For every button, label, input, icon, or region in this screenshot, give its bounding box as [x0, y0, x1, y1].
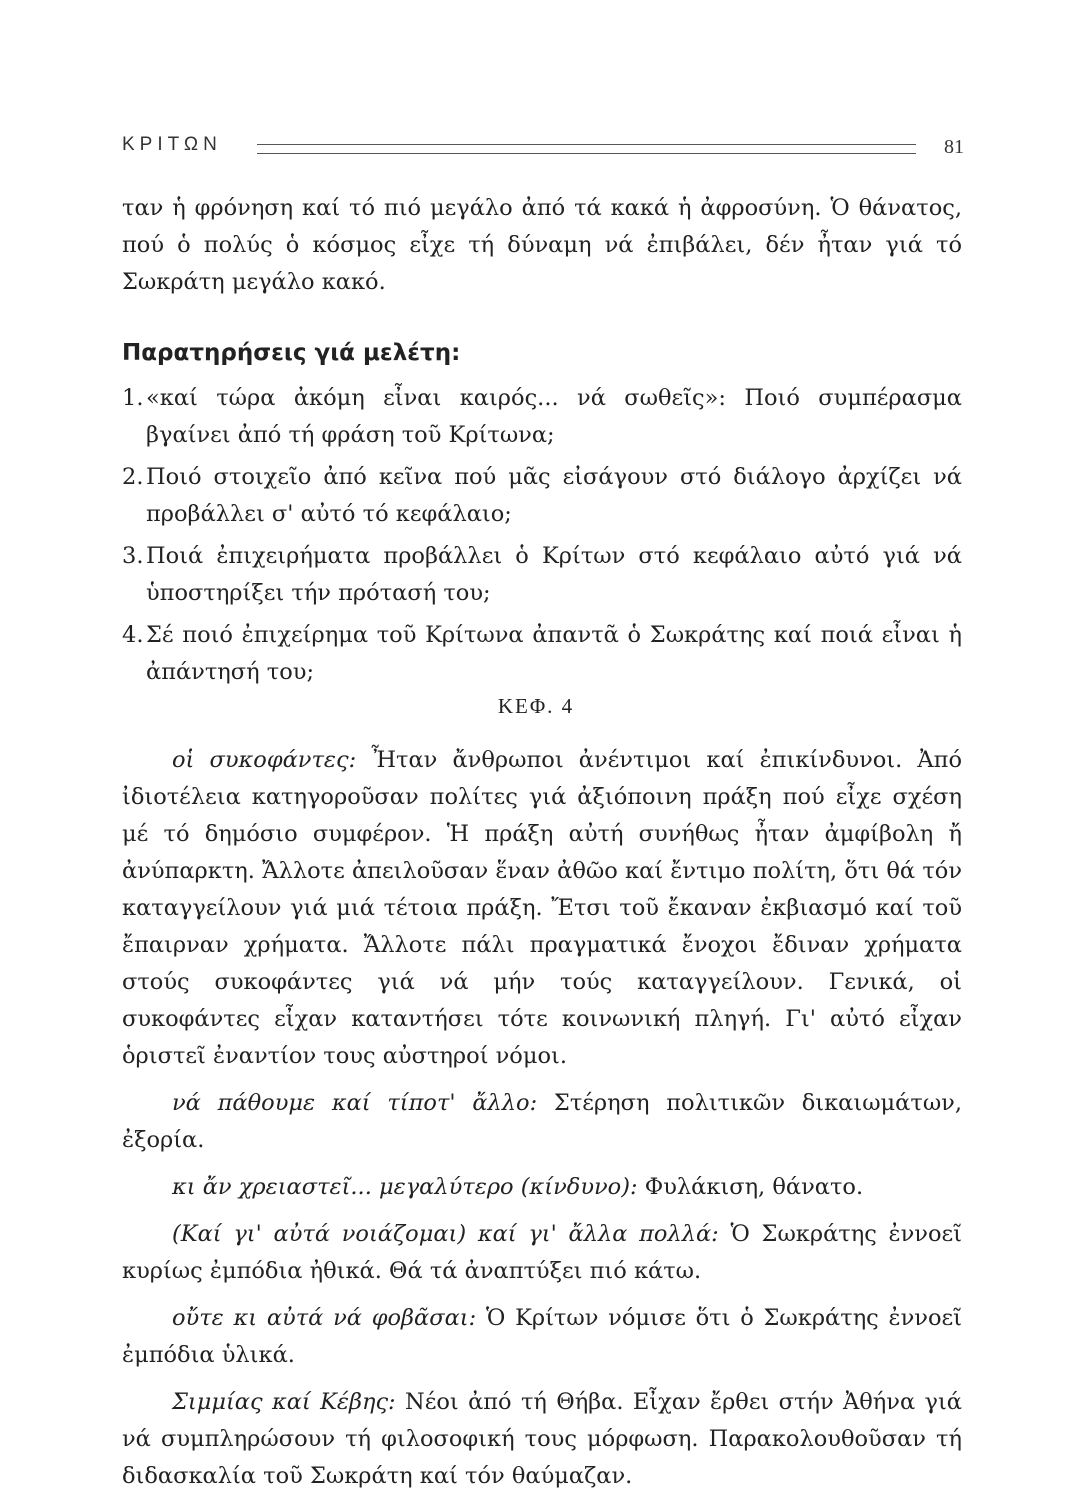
gloss-entry [122, 1085, 962, 1159]
item-text: Σέ ποιό ἐπιχείρημα τοῦ Κρίτωνα ἀπαντᾶ ὁ Σωκράτης καί ποιά εἶναι ἡ ἀπάντησή του; [146, 622, 962, 685]
chapter-heading: ΚΕΦ. 4 [497, 694, 575, 718]
gloss-term: οἱ συκοφάντες: [172, 747, 357, 773]
gloss-text: Ὁ Κρίτων νόμισε ὅτι ὁ Σωκράτης ἐννοεῖ ἐμπόδια ὑλικά. [122, 1305, 962, 1368]
intro-paragraph [122, 190, 962, 301]
gloss-term: νά πάθουμε καί τίποτ' ἄλλο: [172, 1090, 538, 1116]
gloss-entry [122, 1169, 962, 1206]
gloss-text: Ἦταν ἄνθρωποι ἀνέντιμοι καί ἐπικίνδυνοι. Ἀπό ἰδιοτέλεια κατηγοροῦσαν πολίτες γιά ἀξιόποινη πράξη πού εἶχε σχέση μέ τό δημόσιο συμφέρον. Ἡ πράξη αὐτή συνήθως ἦταν ἀμφίβολη ἤ ἀνύπαρκτη. Ἄλλοτε ἀπειλοῦσαν ἕναν ἀθῶο καί ἔντιμο πολίτη, ὅτι θά τόν καταγγείλουν γιά μιά τέτοια πράξη. Ἔτσι τοῦ ἔκαναν ἐκβιασμό καί τοῦ ἔπαιρναν χρήματα. Ἄλλοτε πάλι πραγματικά ἔνοχοι ἔδιναν χρήματα στούς συκοφάντες γιά νά μήν τούς καταγγείλουν. Γενικά, οἱ συκοφάντες εἶχαν καταντήσει τότε κοινωνική πληγή. Γι' αὐτό εἶχαν ὁριστεῖ ἐναντίον τους αὐστηροί νόμοι. [122, 747, 962, 1069]
item-number: 3. [122, 543, 144, 569]
gloss-term: Σιμμίας καί Κέβης: [172, 1389, 396, 1415]
item-text: Ποιό στοιχεῖο ἀπό κεῖνα πού μᾶς εἰσάγουν στό διάλογο ἀρχίζει νά προβάλλει σ' αὐτό τό κεφάλαιο; [146, 464, 962, 527]
header-double-rule [257, 144, 916, 154]
item-number: 1. [122, 385, 144, 411]
study-notes-heading: Παρατηρήσεις γιά μελέτη: [122, 340, 461, 366]
gloss-text: Νέοι ἀπό τή Θήβα. Εἶχαν ἔρθει στήν Ἀθήνα γιά νά συμπληρώσουν τή φιλοσοφική τους μόρφωση. Παρακολουθοῦσαν τή διδασκαλία τοῦ Σωκράτη καί τόν θαύμαζαν. [122, 1389, 962, 1489]
gloss-entry [122, 1384, 962, 1495]
running-title: ΚΡΙΤΩΝ [122, 134, 222, 155]
running-header [122, 134, 964, 164]
list-item [122, 538, 962, 612]
gloss-entry [122, 1300, 962, 1374]
page-number: 81 [944, 136, 964, 158]
intro-text: ταν ἡ φρόνηση καί τό πιό μεγάλο ἀπό τά κακά ἡ ἀφροσύνη. Ὁ θάνατος, πού ὁ πολύς ὁ κόσμος εἶχε τή δύναμη νά ἐπιβάλει, δέν ἦταν γιά τό Σωκράτη μεγάλο κακό. [122, 195, 962, 295]
item-number: 2. [122, 464, 144, 490]
gloss-entry [122, 1216, 962, 1290]
glossary [122, 742, 962, 1505]
gloss-text: Στέρηση πολιτικῶν δικαιωμάτων, ἐξορία. [122, 1090, 962, 1153]
gloss-term: (Καί γι' αὐτά νοιάζομαι) καί γι' ἄλλα πολλά: [172, 1221, 719, 1247]
gloss-text: Ὁ Σωκράτης ἐννοεῖ κυρίως ἐμπόδια ἠθικά. Θά τά ἀναπτύξει πιό κάτω. [122, 1221, 962, 1284]
gloss-entry [122, 742, 962, 1075]
list-item [122, 380, 962, 454]
item-text: «καί τώρα ἀκόμη εἶναι καιρός... νά σωθεῖς»: Ποιό συμπέρασμα βγαίνει ἀπό τή φράση τοῦ Κρίτωνα; [146, 385, 962, 448]
gloss-term: οὔτε κι αὐτά νά φοβᾶσαι: [172, 1305, 477, 1331]
list-item [122, 617, 962, 691]
gloss-term: κι ἄν χρειαστεῖ... μεγαλύτερο (κίνδυνο): [172, 1174, 638, 1200]
item-text: Ποιά ἐπιχειρήματα προβάλλει ὁ Κρίτων στό κεφάλαιο αὐτό γιά νά ὑποστηρίξει τήν πρότασή του; [146, 543, 962, 606]
study-notes-list [122, 380, 962, 696]
list-item [122, 459, 962, 533]
item-number: 4. [122, 622, 144, 648]
gloss-text: Φυλάκιση, θάνατο. [637, 1174, 864, 1200]
